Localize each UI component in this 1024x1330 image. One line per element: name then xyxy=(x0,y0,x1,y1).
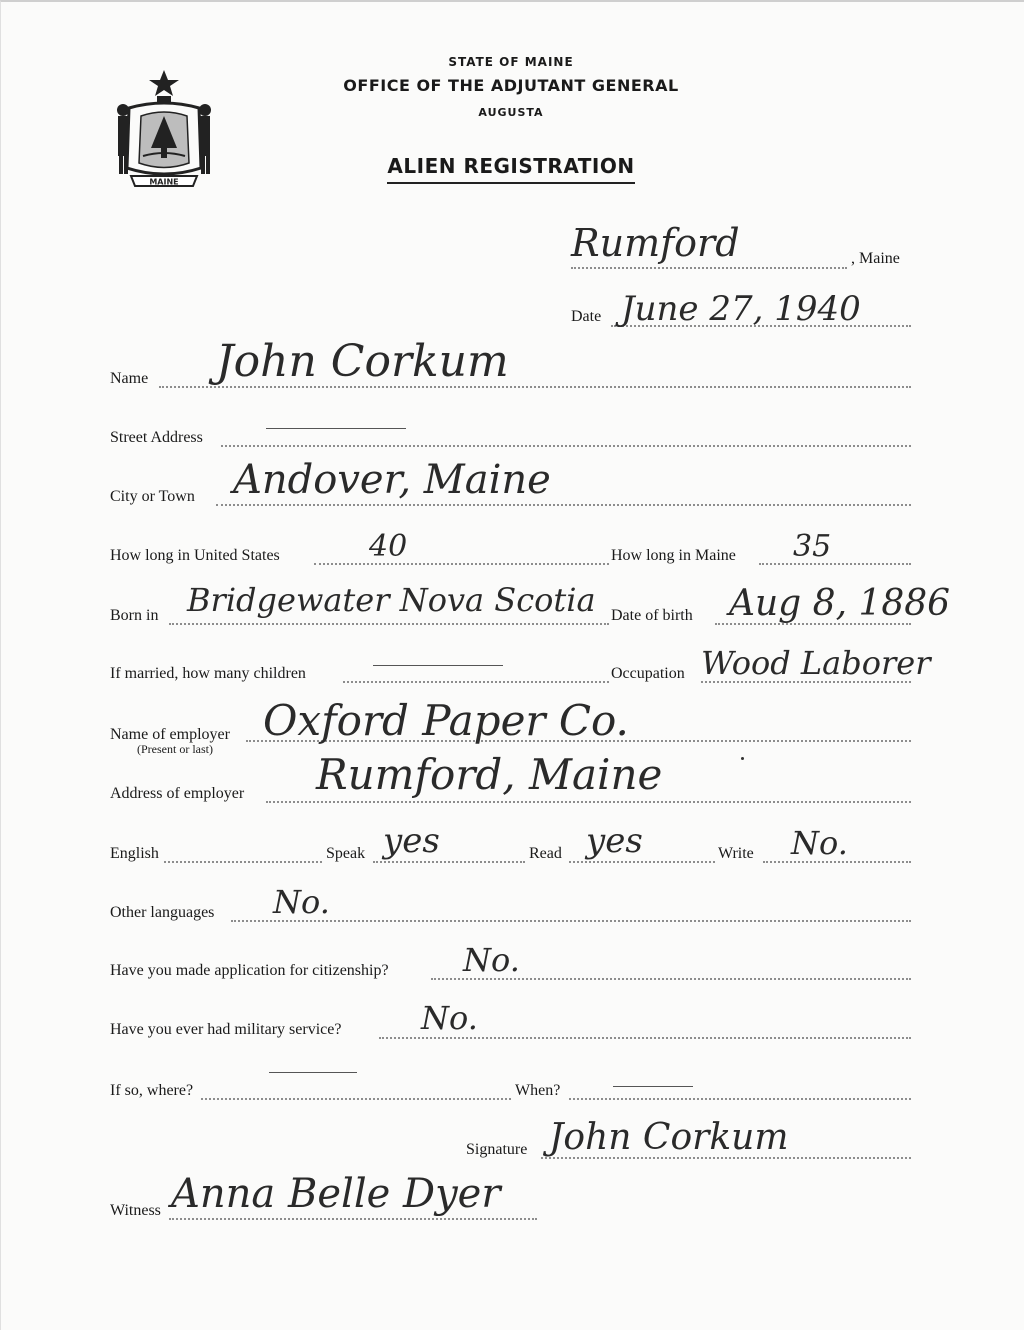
witness-value: Anna Belle Dyer xyxy=(171,1171,501,1217)
dob-label: Date of birth xyxy=(611,607,693,624)
years-us-label: How long in United States xyxy=(110,547,280,564)
seal-label: MAINE xyxy=(149,177,179,187)
city-label: City or Town xyxy=(110,488,195,505)
town-line xyxy=(571,267,847,269)
witness-label: Witness xyxy=(110,1202,161,1219)
employer-name-label: Name of employer xyxy=(110,726,230,743)
write-label: Write xyxy=(718,845,754,862)
english-line xyxy=(164,861,322,863)
street-address-label: Street Address xyxy=(110,429,203,446)
employer-address-line xyxy=(266,801,911,803)
other-languages-label: Other languages xyxy=(110,904,215,921)
state-seal-icon xyxy=(109,68,219,188)
speak-label: Speak xyxy=(326,845,366,862)
when-line xyxy=(569,1098,911,1100)
employer-name-value: Oxford Paper Co. xyxy=(263,696,629,745)
name-value: John Corkum xyxy=(216,336,509,387)
military-line xyxy=(379,1037,911,1039)
header-state: STATE OF MAINE xyxy=(448,55,574,69)
other-languages-value: No. xyxy=(273,883,330,921)
read-label: Read xyxy=(529,845,562,862)
occupation-label: Occupation xyxy=(611,665,685,682)
date-label: Date xyxy=(571,308,602,325)
birthplace-value: Bridgewater Nova Scotia xyxy=(187,581,596,619)
city-line xyxy=(216,504,911,506)
children-label: If married, how many children xyxy=(110,665,306,682)
military-value: No. xyxy=(421,999,478,1037)
ink-speck xyxy=(741,757,744,760)
citizenship-label: Have you made application for citizenship? xyxy=(110,962,389,979)
citizenship-value: No. xyxy=(463,941,520,979)
witness-line xyxy=(169,1218,537,1220)
maine-suffix-label: , Maine xyxy=(851,250,900,267)
street-address-line xyxy=(221,445,911,447)
town-value: Rumford xyxy=(571,221,740,265)
when-label: When? xyxy=(515,1082,561,1099)
speak-line xyxy=(373,861,525,863)
children-dash xyxy=(373,665,503,666)
years-maine-line xyxy=(759,563,911,565)
years-maine-value: 35 xyxy=(793,529,832,564)
header-office: OFFICE OF THE ADJUTANT GENERAL xyxy=(343,76,679,95)
where-line xyxy=(201,1098,511,1100)
years-us-line xyxy=(314,563,609,565)
header-city: AUGUSTA xyxy=(478,106,544,119)
other-languages-line xyxy=(231,920,911,922)
military-label: Have you ever had military service? xyxy=(110,1021,342,1038)
write-value: No. xyxy=(791,824,848,862)
form-title xyxy=(301,154,721,178)
children-line xyxy=(343,681,609,683)
read-line xyxy=(569,861,715,863)
name-label: Name xyxy=(110,370,149,387)
city-value: Andover, Maine xyxy=(233,457,551,503)
date-value: June 27, 1940 xyxy=(621,289,861,329)
employer-address-value: Rumford, Maine xyxy=(316,750,663,799)
birthplace-label: Born in xyxy=(110,607,159,624)
read-value: yes xyxy=(586,821,643,861)
dob-value: Aug 8, 1886 xyxy=(729,583,951,624)
employer-name-sublabel: (Present or last) xyxy=(137,742,213,756)
occupation-value: Wood Laborer xyxy=(701,644,931,682)
form-title-text: ALIEN REGISTRATION xyxy=(387,154,634,184)
when-dash xyxy=(613,1086,693,1087)
years-us-value: 40 xyxy=(369,529,408,564)
speak-value: yes xyxy=(383,821,440,861)
street-address-dash xyxy=(266,428,406,429)
birthplace-line xyxy=(169,623,609,625)
years-maine-label: How long in Maine xyxy=(611,547,736,564)
english-label: English xyxy=(110,845,159,862)
signature-value: John Corkum xyxy=(549,1117,789,1158)
where-label: If so, where? xyxy=(110,1082,194,1099)
signature-label: Signature xyxy=(466,1141,528,1158)
where-dash xyxy=(269,1072,357,1073)
employer-address-label: Address of employer xyxy=(110,785,245,802)
